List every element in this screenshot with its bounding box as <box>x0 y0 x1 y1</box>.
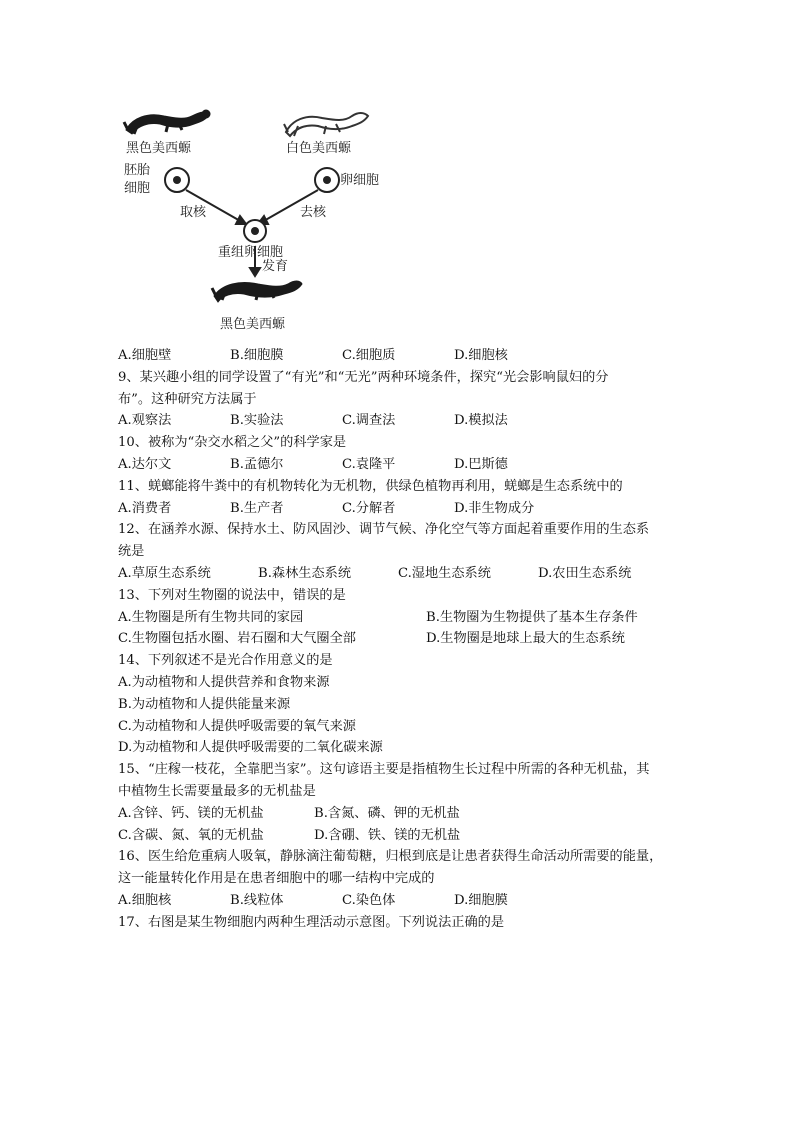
q11-stem: 11、蜣螂能将牛粪中的有机物转化为无机物，供绿色植物再利用，蜣螂是生态系统中的 <box>118 478 623 494</box>
q15-option-c: C.含碳、氮、氧的无机盐 <box>118 827 264 843</box>
question-list <box>118 345 678 934</box>
q8-option-b: B.细胞膜 <box>230 348 284 363</box>
q15-stem-line2: 中植物生长需要量最多的无机盐是 <box>118 783 316 799</box>
q12-option-c: C.湿地生态系统 <box>398 565 491 581</box>
egg-cell-label: 卵细胞 <box>340 173 380 188</box>
q13-stem: 13、下列对生物圈的说法中，错误的是 <box>118 587 346 603</box>
q16-option-a: A.细胞核 <box>118 892 172 908</box>
embryo-cell-icon <box>165 168 189 192</box>
q9-option-c: C.调查法 <box>342 413 396 429</box>
q13-option-c: C.生物圈包括水圈、岩石圈和大气圈全部 <box>118 631 356 647</box>
q15-options-row1 <box>118 803 678 825</box>
nuclear-transfer-diagram <box>118 100 378 340</box>
q14-option-b: B.为动植物和人提供能量来源 <box>118 696 291 712</box>
q9-option-b: B.实验法 <box>230 413 284 429</box>
q9-stem-line1: 9、某兴趣小组的同学设置了“有光”和“无光”两种环境条件，探究“光会影响鼠妇的分 <box>118 369 609 385</box>
q16-stem-line1: 16、医生给危重病人吸氧，静脉滴注葡萄糖，归根到底是让患者获得生命活动所需要的能量， <box>118 849 663 865</box>
q9-option-a: A.观察法 <box>118 413 172 429</box>
q17-stem: 17、右图是某生物细胞内两种生理活动示意图。下列说法正确的是 <box>118 914 505 930</box>
result-salamander-image <box>212 281 302 302</box>
remove-nucleus-label: 去核 <box>300 205 327 220</box>
q12-options <box>118 563 678 585</box>
take-nucleus-label: 取核 <box>180 205 207 220</box>
q14-option-c: C.为动植物和人提供呼吸需要的氧气来源 <box>118 718 356 734</box>
q16-option-b: B.线粒体 <box>230 892 284 908</box>
q10-option-a: A.达尔文 <box>118 456 172 472</box>
q13-option-d: D.生物圈是地球上最大的生态系统 <box>426 631 625 647</box>
q11-option-d: D.非生物成分 <box>454 500 535 516</box>
q8-options <box>118 345 678 367</box>
q12-option-b: B.森林生态系统 <box>258 565 352 581</box>
q9-option-d: D.模拟法 <box>454 413 508 429</box>
recombined-egg-label: 重组卵细胞 <box>218 245 284 260</box>
black-salamander-image <box>124 110 210 134</box>
q11-option-b: B.生产者 <box>230 500 284 516</box>
q13-options-row1 <box>118 607 678 629</box>
q16-option-c: C.染色体 <box>342 892 396 908</box>
q14-stem: 14、下列叙述不是光合作用意义的是 <box>118 653 333 669</box>
q11-option-a: A.消费者 <box>118 500 172 516</box>
q15-option-a: A.含锌、钙、镁的无机盐 <box>118 805 264 821</box>
recombined-egg-cell-icon <box>244 220 266 242</box>
q15-stem-line1: 15、“庄稼一枝花，全靠肥当家”。这句谚语主要是指植物生长过程中所需的各种无机盐，其 <box>118 762 650 778</box>
q16-stem-line2: 这一能量转化作用是在患者细胞中的哪一结构中完成的 <box>118 871 435 887</box>
q16-option-d: D.细胞膜 <box>454 892 508 908</box>
q10-stem: 10、被称为“杂交水稻之父”的科学家是 <box>118 435 347 451</box>
q15-option-b: B.含氮、磷、钾的无机盐 <box>314 805 460 821</box>
q13-options-row2 <box>118 628 678 650</box>
q15-option-d: D.含硼、铁、镁的无机盐 <box>314 827 461 843</box>
q16-options <box>118 890 678 912</box>
q12-stem-line2: 统是 <box>118 544 145 560</box>
q15-options-row2 <box>118 825 678 847</box>
q11-options <box>118 498 678 520</box>
q14-option-d: D.为动植物和人提供呼吸需要的二氧化碳来源 <box>118 740 383 756</box>
white-salamander-label: 白色美西螈 <box>286 141 352 156</box>
q10-option-b: B.孟德尔 <box>230 456 284 472</box>
q12-stem-line1: 12、在涵养水源、保持水土、防风固沙、调节气候、净化空气等方面起着重要作用的生态系 <box>118 522 650 538</box>
q9-options <box>118 410 678 432</box>
q10-option-d: D.巴斯德 <box>454 456 508 472</box>
q8-option-c: C.细胞质 <box>342 348 396 363</box>
embryo-cell-label-line1: 胚胎 <box>124 163 151 178</box>
develop-label: 发育 <box>262 259 289 274</box>
q12-option-d: D.农田生态系统 <box>538 565 632 581</box>
result-salamander-label: 黑色美西螈 <box>220 317 286 332</box>
q11-option-c: C.分解者 <box>342 500 396 516</box>
q10-option-c: C.袁隆平 <box>342 456 396 472</box>
q8-option-d: D.细胞核 <box>454 348 508 363</box>
black-salamander-label: 黑色美西螈 <box>126 141 192 156</box>
q12-option-a: A.草原生态系统 <box>118 565 211 581</box>
q13-option-a: A.生物圈是所有生物共同的家园 <box>118 609 304 625</box>
q13-option-b: B.生物圈为生物提供了基本生存条件 <box>426 609 638 625</box>
white-salamander-image <box>284 113 368 136</box>
q14-option-a: A.为动植物和人提供营养和食物来源 <box>118 674 330 690</box>
egg-cell-icon <box>315 168 339 192</box>
q9-stem-line2: 布”。这种研究方法属于 <box>118 391 257 407</box>
diagram-drawing <box>118 100 378 340</box>
embryo-cell-label-line2: 细胞 <box>124 181 151 196</box>
q8-option-a: A.细胞壁 <box>118 348 172 363</box>
q10-options <box>118 454 678 476</box>
